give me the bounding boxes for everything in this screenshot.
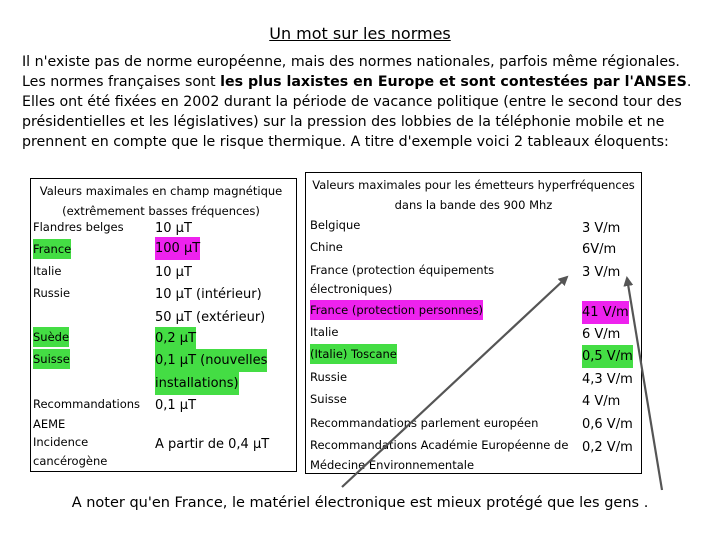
table2-country-russie: Russie	[310, 370, 348, 384]
table1-country-suede: Suède	[33, 327, 69, 347]
table2-value-italie: 6 V/m	[582, 327, 621, 342]
table2-value-russie: 4,3 V/m	[582, 372, 633, 387]
table1-value-suisse: 0,1 µT (nouvelles	[155, 349, 267, 372]
table1-value-suede: 0,2 µT	[155, 327, 196, 350]
table2-value-france-equip: 3 V/m	[582, 265, 621, 280]
table2-value-academie: 0,2 V/m	[582, 440, 633, 455]
page-title: Un mot sur les normes	[269, 24, 451, 43]
table2-value-toscane: 0,5 V/m	[582, 345, 633, 368]
table2-country-belgique: Belgique	[310, 218, 361, 232]
arrow-right	[627, 278, 662, 490]
table2-header-line2: dans la bande des 900 Mhz	[394, 198, 553, 212]
table2-value-suisse: 4 V/m	[582, 394, 621, 409]
table1-value-france: 100 µT	[155, 237, 200, 260]
table1-country-flandres: Flandres belges	[33, 220, 124, 234]
arrow-left	[342, 277, 567, 487]
table1-value-aeme: 0,1 µT	[155, 398, 197, 413]
table1-country-france: France	[33, 239, 71, 259]
table2-country-chine: Chine	[310, 240, 343, 254]
table1-country-incidence-2: cancérogène	[33, 454, 108, 468]
intro-text-1: Il n'existe pas de norme européenne, mais des normes nationales, parfois même régionales. Les normes françaises sont	[22, 54, 680, 90]
table2-country-academie-2: Médecine Environnementale	[310, 458, 475, 472]
table2-country-france-equip-2: électroniques)	[310, 282, 393, 296]
table2-value-france-pers: 41 V/m	[582, 301, 629, 324]
table1-value-russie: 10 µT (intérieur)	[155, 287, 262, 302]
table2-country-academie: Recommandations Académie Européenne de	[310, 438, 569, 452]
intro-text-bold: les plus laxistes en Europe et sont contestées par l'ANSES	[220, 74, 687, 90]
table1-value-russie-2: 50 µT (extérieur)	[155, 310, 266, 325]
table2-value-belgique: 3 V/m	[582, 221, 621, 236]
table2-country-toscane: (Italie) Toscane	[310, 344, 397, 364]
table1-country-aeme: Recommandations	[33, 397, 141, 411]
table1-country-italie: Italie	[33, 264, 62, 278]
table2-header-line1: Valeurs maximales pour les émetteurs hyperfréquences	[312, 178, 635, 192]
table1-header-line2: (extrêmement basses fréquences)	[62, 204, 260, 218]
table1-country-incidence: Incidence	[33, 435, 89, 449]
table1-country-suisse: Suisse	[33, 349, 70, 369]
table1-value-incidence: A partir de 0,4 µT	[155, 437, 270, 452]
table1-value-suisse-2: installations)	[155, 372, 239, 395]
table1-country-aeme-2: AEME	[33, 417, 66, 431]
footer-note: A noter qu'en France, le matériel électronique est mieux protégé que les gens .	[71, 495, 649, 511]
table2-value-chine: 6V/m	[582, 242, 617, 257]
table2-country-france-equip: France (protection équipements	[310, 263, 495, 277]
table1-value-italie: 10 µT	[155, 265, 192, 280]
table1-country-russie: Russie	[33, 286, 71, 300]
table2-country-parlement: Recommandations parlement européen	[310, 416, 539, 430]
intro-text-2: . Elles ont été fixées en 2002 durant la période de vacance politique (entre le second tour des présidentielles et les législatives) sur la pression des lobbies de la téléphonie mobile et ne prennent en compte que le risque thermique. A titre d'exemple voici 2 tableaux éloquents:	[22, 74, 692, 150]
table2-country-suisse: Suisse	[310, 392, 347, 406]
table2-value-parlement: 0,6 V/m	[582, 417, 633, 432]
table1-value-flandres: 10 µT	[155, 221, 192, 236]
table1-header-line1: Valeurs maximales en champ magnétique	[39, 184, 283, 198]
table2-country-france-pers: France (protection personnes)	[310, 300, 483, 320]
table2-country-italie: Italie	[310, 325, 339, 339]
